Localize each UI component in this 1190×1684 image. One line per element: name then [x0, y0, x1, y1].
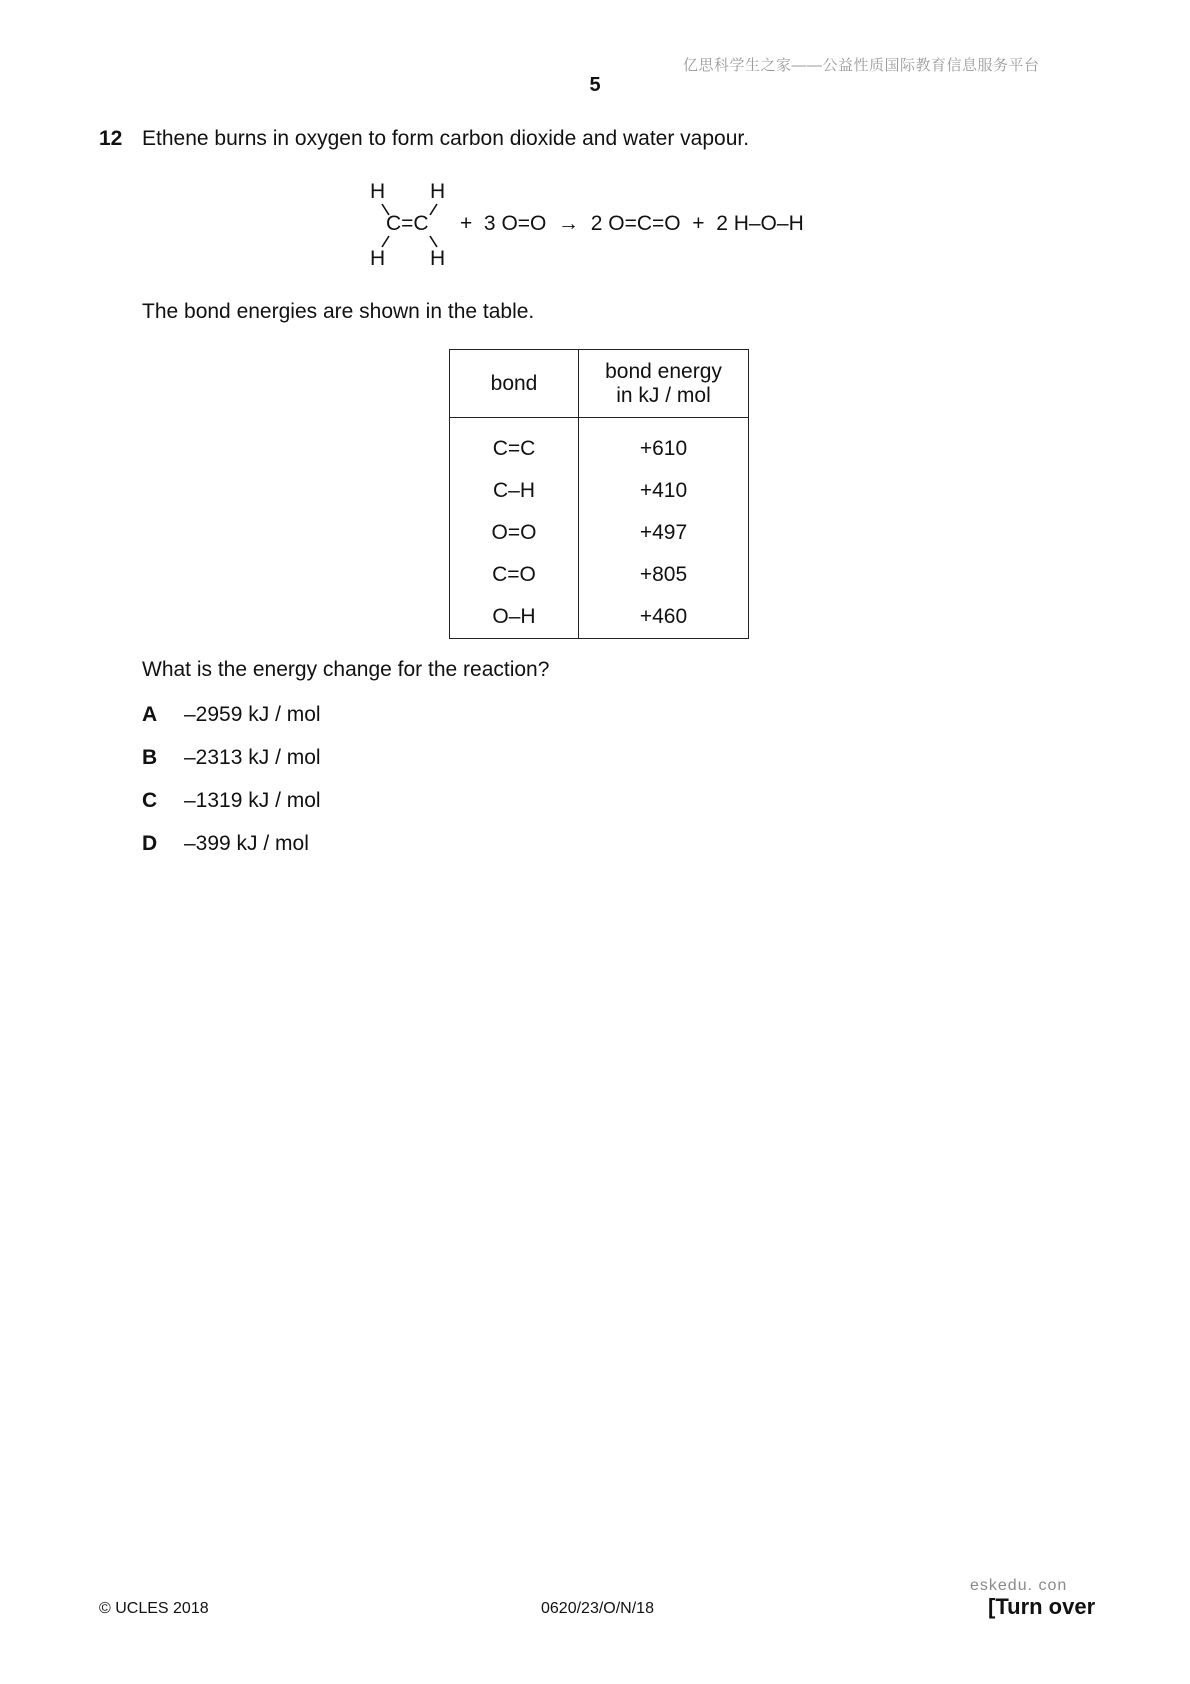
header-energy-line1: bond energy	[605, 359, 722, 383]
option-text: –399 kJ / mol	[184, 832, 309, 855]
option-text: –1319 kJ / mol	[184, 789, 321, 812]
bond-line-top-right	[430, 204, 437, 215]
option-b[interactable]	[142, 746, 321, 770]
cell-energy: +460	[579, 596, 749, 639]
question-text: Ethene burns in oxygen to form carbon dioxide and water vapour.	[142, 127, 750, 150]
ethene-core: C=C	[386, 212, 429, 235]
page-number: 5	[589, 74, 601, 96]
cell-bond: C–H	[450, 470, 579, 512]
hydrogen-top-left: H	[370, 180, 386, 203]
bond-line-bottom-right	[430, 236, 437, 247]
table-row	[450, 418, 749, 471]
cell-energy: +410	[579, 470, 749, 512]
footer-code: 0620/23/O/N/18	[541, 1600, 654, 1617]
footer-copyright: © UCLES 2018	[99, 1600, 209, 1617]
reaction-equation	[360, 172, 840, 277]
cell-bond: O–H	[450, 596, 579, 639]
header-energy	[579, 350, 749, 418]
table-row	[450, 596, 749, 639]
cell-bond: C=C	[450, 418, 579, 471]
option-a[interactable]	[142, 703, 321, 727]
header-energy-line2: in kJ / mol	[616, 383, 711, 407]
footer-watermark: eskedu. con	[970, 1577, 1068, 1594]
option-letter: D	[142, 832, 158, 855]
turn-over-label: [Turn over	[988, 1594, 1096, 1619]
table-row	[450, 554, 749, 596]
cell-energy: +805	[579, 554, 749, 596]
option-d[interactable]	[142, 832, 309, 856]
table-row	[450, 512, 749, 554]
question-prompt: What is the energy change for the reaction?	[142, 658, 550, 681]
cell-energy: +610	[579, 418, 749, 471]
table-row	[450, 470, 749, 512]
question-number: 12	[99, 127, 123, 150]
option-text: –2959 kJ / mol	[184, 703, 321, 726]
bond-line-bottom-left	[382, 236, 389, 247]
hydrogen-bottom-left: H	[370, 247, 386, 270]
equation-rest: + 3 O=O → 2 O=C=O + 2 H–O–H	[460, 212, 804, 235]
table-intro: The bond energies are shown in the table.	[142, 300, 535, 323]
option-letter: C	[142, 789, 158, 812]
cell-bond: O=O	[450, 512, 579, 554]
reaction-equation-diagram	[360, 172, 840, 272]
option-text: –2313 kJ / mol	[184, 746, 321, 769]
cell-energy: +497	[579, 512, 749, 554]
table-header-row	[450, 350, 749, 418]
bond-energy-table	[449, 349, 749, 639]
header-watermark: 亿思科学生之家——公益性质国际教育信息服务平台	[683, 57, 1040, 74]
header-bond: bond	[450, 350, 579, 418]
option-c[interactable]	[142, 789, 321, 813]
option-letter: A	[142, 703, 158, 726]
cell-bond: C=O	[450, 554, 579, 596]
hydrogen-bottom-right: H	[430, 247, 446, 270]
hydrogen-top-right: H	[430, 180, 446, 203]
option-letter: B	[142, 746, 158, 769]
